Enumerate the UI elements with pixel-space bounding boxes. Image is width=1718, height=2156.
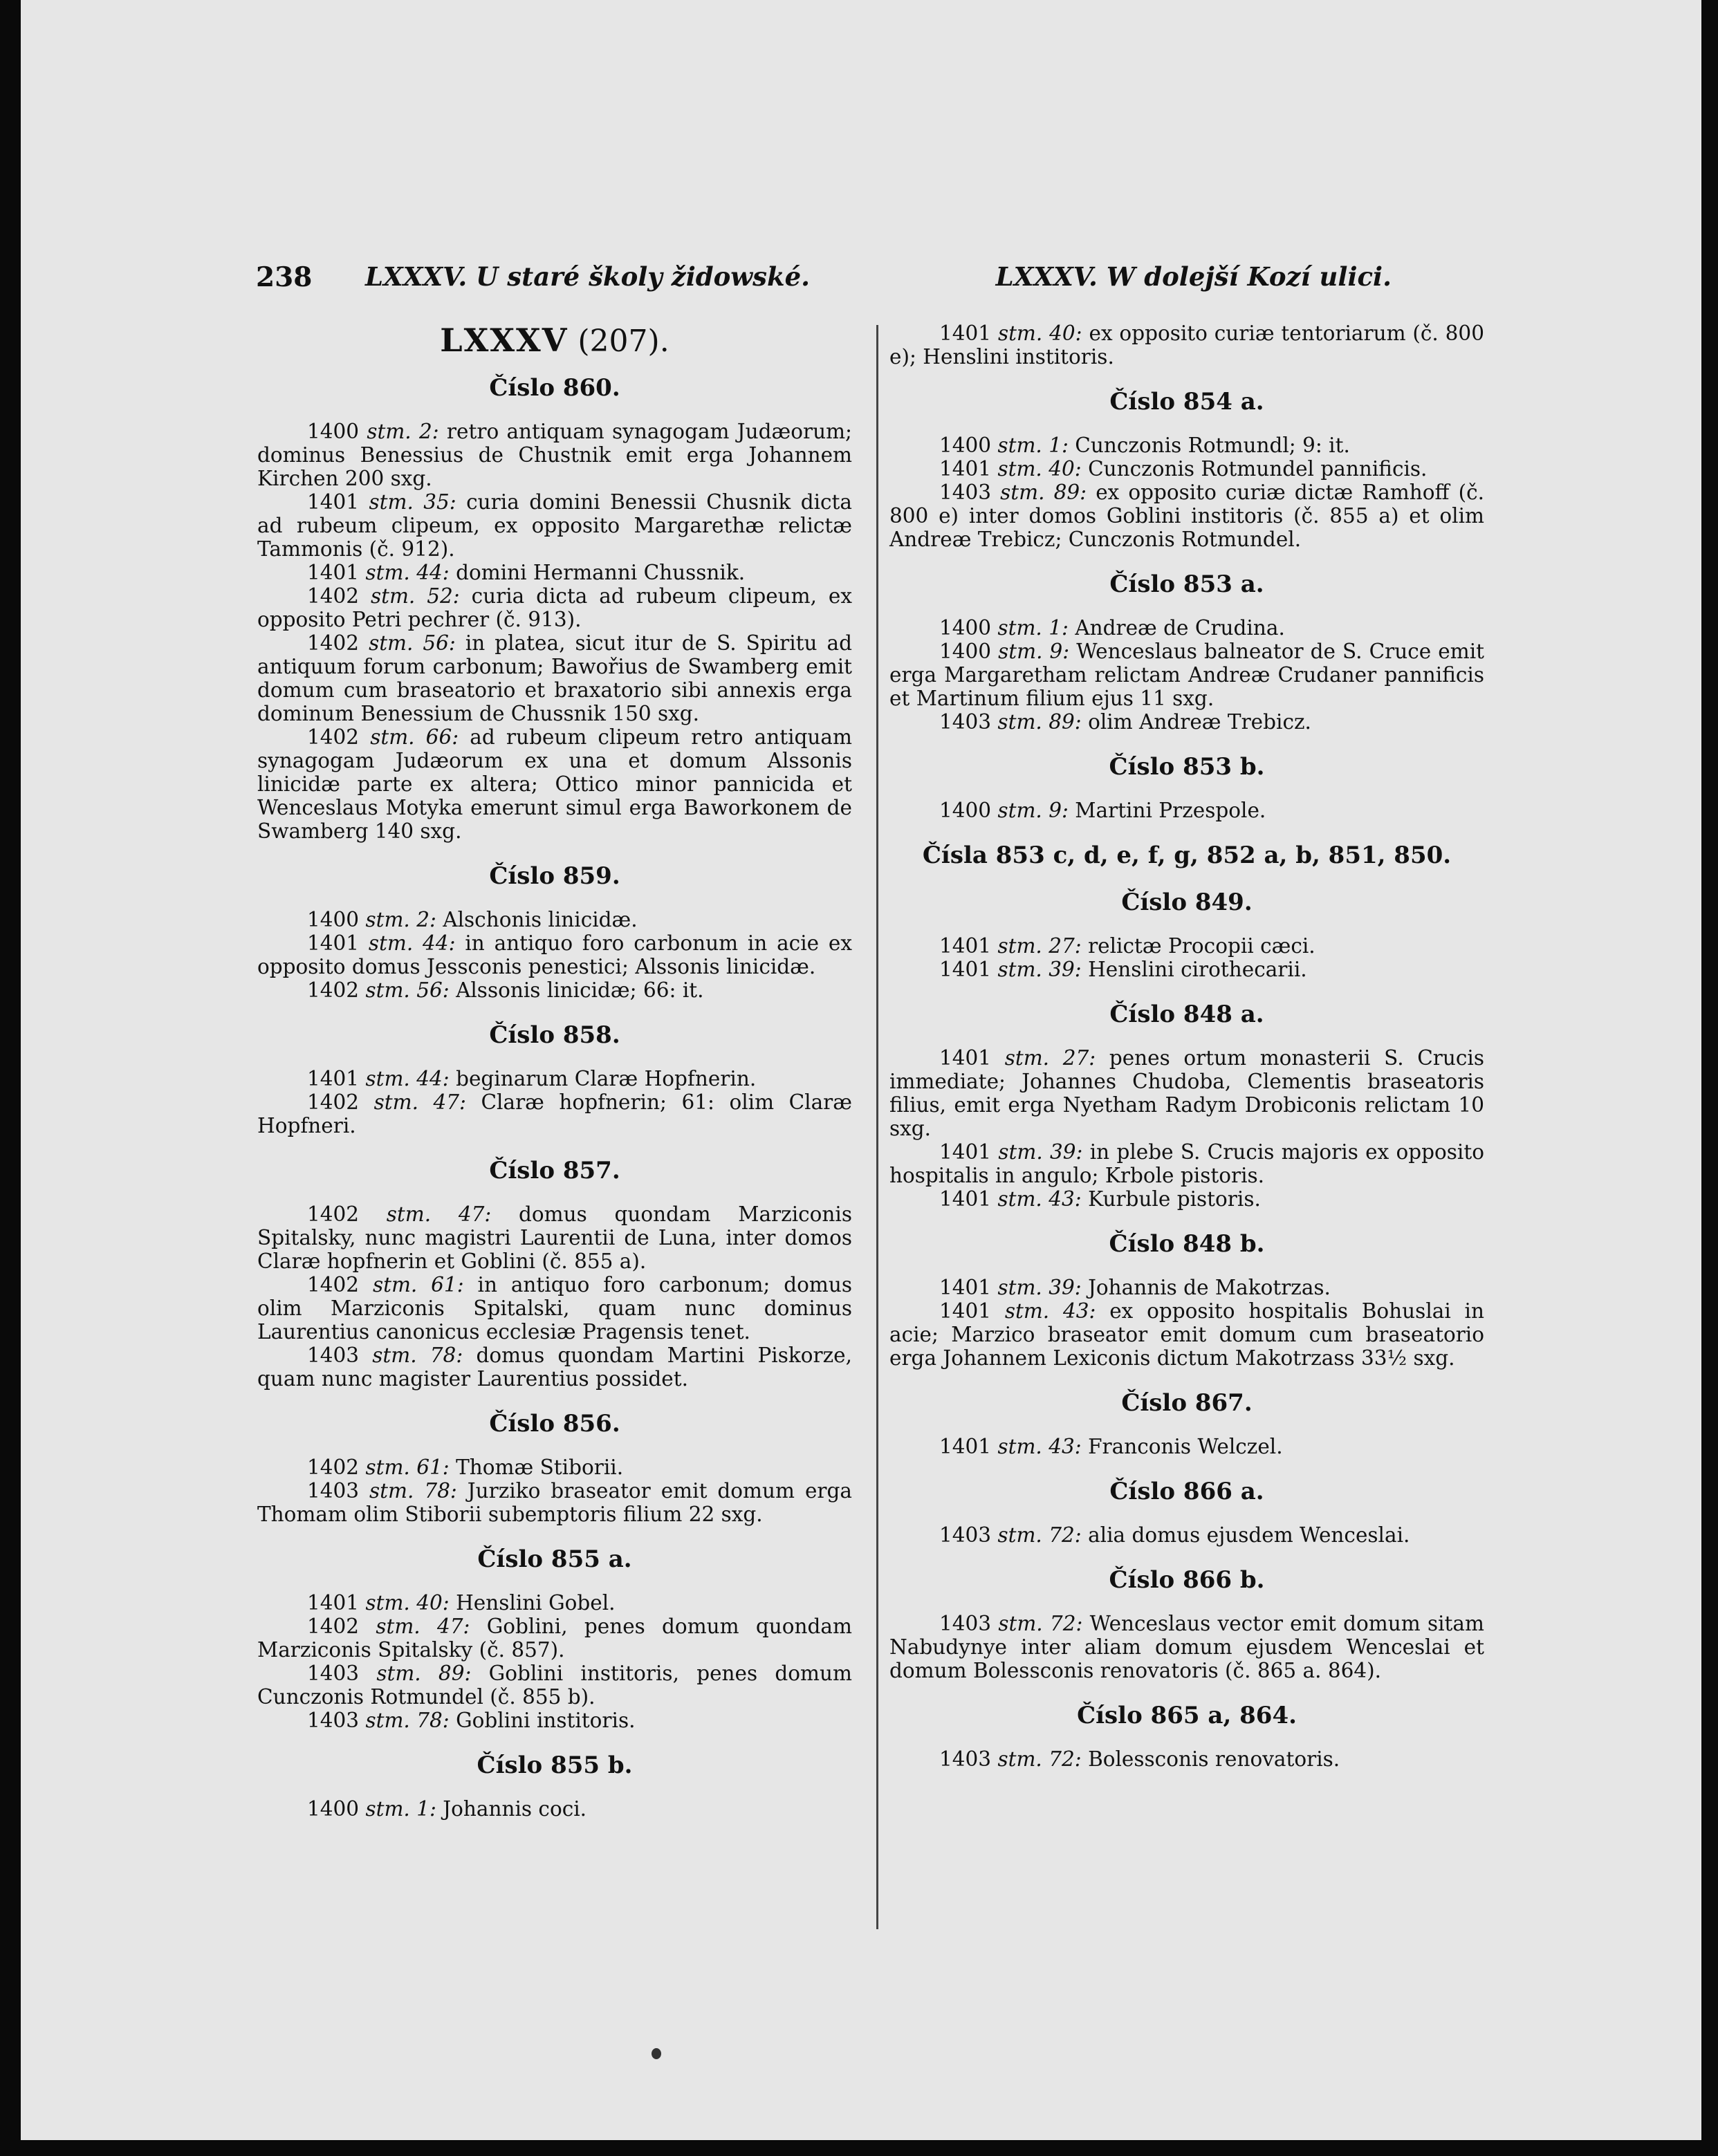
section xyxy=(257,1545,852,1732)
entry-stm: stm. 56: xyxy=(365,978,450,1002)
entry-year: 1402 xyxy=(307,725,360,749)
chapter-number: (207). xyxy=(578,324,669,359)
page-body xyxy=(237,256,1502,1929)
entry-text: Thomæ Stiborii. xyxy=(456,1456,624,1479)
entry-text: beginarum Claræ Hopfnerin. xyxy=(456,1067,757,1090)
entry-year: 1401 xyxy=(939,1187,992,1211)
entry-year: 1403 xyxy=(307,1344,360,1367)
entry-year: 1402 xyxy=(307,1273,360,1297)
entry-text: Franconis Welczel. xyxy=(1088,1435,1283,1458)
entry xyxy=(889,710,1484,734)
entry xyxy=(257,1090,852,1137)
entry xyxy=(257,908,852,931)
entry-stm: stm. 47: xyxy=(376,1615,470,1638)
entry-text: domini Hermanni Chussnik. xyxy=(456,561,746,584)
section-heading: Číslo 858. xyxy=(489,1021,620,1049)
entry-stm: stm. 72: xyxy=(997,1747,1082,1771)
entry-text: Wenceslaus vector emit domum sitam Nabudynye inter aliam domum ejusdem Wenceslai et domum Bolessconis renovatoris (č. 865 a. 864). xyxy=(889,1612,1484,1682)
entry-stm: stm. 52: xyxy=(370,584,460,608)
section-heading: Číslo 859. xyxy=(489,862,620,890)
entry-year: 1402 xyxy=(307,1615,360,1638)
section xyxy=(257,374,852,843)
entry xyxy=(257,1797,852,1821)
entry xyxy=(889,322,1484,369)
entry-stm: stm. 27: xyxy=(997,934,1082,958)
section-heading: Číslo 866 a. xyxy=(1109,1478,1264,1505)
entry-year: 1401 xyxy=(939,934,992,958)
entry-text: Jurziko braseator emit domum erga Thomam olim Stiborii subemptoris filium 22 sxg. xyxy=(257,1479,852,1526)
chapter-label: LXXXV xyxy=(440,322,569,359)
entry-year: 1401 xyxy=(307,1067,360,1090)
entry xyxy=(889,1523,1484,1547)
entry xyxy=(889,934,1484,958)
entry-text: in platea, sicut itur de S. Spiritu ad antiquum forum carbonum; Bawořius de Swamberg emit domum cum braseatorio et braxatorio sibi annexis erga dominum Benessium de Chussnik 150 sxg. xyxy=(257,631,852,725)
entry xyxy=(889,434,1484,457)
section-heading: Číslo 854 a. xyxy=(1109,388,1264,416)
entry-year: 1401 xyxy=(307,931,360,955)
running-title-left: LXXXV. U staré školy židowské. xyxy=(365,261,811,292)
entry-stm: stm. 40: xyxy=(997,457,1082,481)
entry-stm: stm. 89: xyxy=(1000,481,1087,504)
entry-stm: stm. 2: xyxy=(365,908,436,931)
entry-year: 1401 xyxy=(939,1276,992,1299)
entry-year: 1402 xyxy=(307,978,360,1002)
entry-stm: stm. 72: xyxy=(998,1612,1083,1635)
section xyxy=(889,889,1484,981)
entry-text: Martini Przespole. xyxy=(1075,799,1266,822)
entry-stm: stm. 40: xyxy=(997,322,1082,345)
entry-stm: stm. 43: xyxy=(997,1187,1082,1211)
entry-text: ad rubeum clipeum retro antiquam synagogam Judæorum ex una et domum Alssonis linicidæ parte ex altera; Ottico minor pannicida et Wenceslaus Motyka emerunt simul erga Baworkonem de Swamberg 140 sxg. xyxy=(257,725,852,843)
entry-year: 1400 xyxy=(939,799,992,822)
entry-text: penes ortum monasterii S. Crucis immediate; Johannes Chudoba, Clementis braseatoris filius, emit erga Nyetham Radym Drobiconis relictam 10 sxg. xyxy=(889,1046,1484,1140)
section-heading: Číslo 855 b. xyxy=(477,1751,633,1779)
entry xyxy=(257,561,852,584)
entry xyxy=(889,1612,1484,1682)
entry-stm: stm. 9: xyxy=(997,799,1069,822)
section-heading: Číslo 856. xyxy=(489,1410,620,1438)
section xyxy=(889,1566,1484,1682)
entry xyxy=(257,1615,852,1662)
entry-year: 1403 xyxy=(939,1612,992,1635)
entry-stm: stm. 47: xyxy=(386,1202,492,1226)
section-heading: Číslo 848 a. xyxy=(1109,1001,1264,1028)
entry-year: 1400 xyxy=(939,616,992,640)
entry-stm: stm. 47: xyxy=(373,1090,466,1114)
section-heading: Čísla 853 c, d, e, f, g, 852 a, b, 851, 850. xyxy=(922,842,1452,869)
entry xyxy=(257,1456,852,1479)
entry xyxy=(889,457,1484,481)
entry xyxy=(889,958,1484,981)
entry-year: 1403 xyxy=(939,710,992,734)
entry-text: relictæ Procopii cæci. xyxy=(1088,934,1315,958)
entry-stm: stm. 43: xyxy=(997,1435,1082,1458)
running-title-right: LXXXV. W dolejší Kozí ulici. xyxy=(995,261,1392,292)
entry xyxy=(257,931,852,978)
ink-spot xyxy=(652,2048,661,2059)
entry xyxy=(889,1435,1484,1458)
entry-stm: stm. 43: xyxy=(1004,1299,1096,1323)
entry-text: alia domus ejusdem Wenceslai. xyxy=(1088,1523,1410,1547)
entry xyxy=(889,1747,1484,1771)
entry-stm: stm. 78: xyxy=(369,1479,457,1503)
entry xyxy=(257,1202,852,1273)
entry-stm: stm. 35: xyxy=(369,490,456,514)
entry-stm: stm. 61: xyxy=(365,1456,450,1479)
left-column xyxy=(257,322,852,1840)
entry xyxy=(257,1344,852,1391)
entry-stm: stm. 44: xyxy=(365,1067,450,1090)
entry-stm: stm. 44: xyxy=(368,931,456,955)
entry xyxy=(257,1591,852,1615)
entry-year: 1402 xyxy=(307,1202,360,1226)
entry-stm: stm. 78: xyxy=(365,1709,450,1732)
entry-text: in antiquo foro carbonum; domus olim Marziconis Spitalski, quam nunc dominus Laurentius canonicus ecclesiæ Pragensis tenet. xyxy=(257,1273,852,1344)
entry xyxy=(257,631,852,725)
section xyxy=(257,1751,852,1821)
section-heading: Číslo 865 a, 864. xyxy=(1077,1702,1297,1729)
entry xyxy=(257,1479,852,1526)
entry-stm: stm. 27: xyxy=(1004,1046,1096,1070)
entry-text: ex opposito curiæ dictæ Ramhoff (č. 800 e) inter domos Goblini institoris (č. 855 a) et olim Andreæ Trebicz; Cunczonis Rotmundel. xyxy=(889,481,1484,551)
entry xyxy=(257,420,852,490)
entry-stm: stm. 66: xyxy=(370,725,459,749)
entry-stm: stm. 1: xyxy=(997,434,1069,457)
entry-text: retro antiquam synagogam Judæorum; dominus Benessius de Chustnik emit erga Johannem Kirchen 200 sxg. xyxy=(257,420,852,490)
entry-text: curia domini Benessii Chusnik dicta ad rubeum clipeum, ex opposito Margarethæ relictæ Tammonis (č. 912). xyxy=(257,490,852,561)
entry-stm: stm. 89: xyxy=(376,1662,472,1685)
entry-text: Johannis coci. xyxy=(443,1797,587,1821)
section xyxy=(257,1021,852,1137)
entry-stm: stm. 40: xyxy=(365,1591,450,1615)
section xyxy=(889,842,1484,869)
entry-text: Kurbule pistoris. xyxy=(1088,1187,1261,1211)
section xyxy=(257,1410,852,1526)
entry-year: 1402 xyxy=(307,584,360,608)
entry-stm: stm. 1: xyxy=(365,1797,436,1821)
entry xyxy=(889,1299,1484,1370)
entry xyxy=(257,1709,852,1732)
entry xyxy=(889,616,1484,640)
entry-stm: stm. 39: xyxy=(997,958,1082,981)
entry-stm: stm. 78: xyxy=(372,1344,463,1367)
right-sections xyxy=(889,322,1484,1771)
entry-text: curia dicta ad rubeum clipeum, ex opposito Petri pechrer (č. 913). xyxy=(257,584,852,631)
entry xyxy=(889,481,1484,551)
entry-year: 1403 xyxy=(939,481,992,504)
entry-text: Henslini cirothecarii. xyxy=(1088,958,1307,981)
column-rule xyxy=(876,325,878,1929)
section xyxy=(889,388,1484,551)
right-column xyxy=(889,322,1484,1790)
entry xyxy=(257,1273,852,1344)
section xyxy=(889,322,1484,369)
entry-text: domus quondam Martini Piskorze, quam nunc magister Laurentius possidet. xyxy=(257,1344,852,1391)
entry xyxy=(889,1140,1484,1187)
chapter-title xyxy=(257,322,852,360)
entry-year: 1401 xyxy=(939,1435,992,1458)
entry-stm: stm. 61: xyxy=(372,1273,464,1297)
section-heading: Číslo 855 a. xyxy=(477,1545,632,1573)
entry-text: ex opposito curiæ tentoriarum (č. 800 e); Henslini institoris. xyxy=(889,322,1484,369)
entry xyxy=(257,1067,852,1090)
section xyxy=(889,1230,1484,1370)
section-heading: Číslo 867. xyxy=(1121,1389,1253,1417)
entry xyxy=(889,1046,1484,1140)
entry-year: 1402 xyxy=(307,631,360,655)
entry-year: 1400 xyxy=(307,1797,360,1821)
section xyxy=(257,862,852,1002)
entry-text: Goblini institoris, penes domum Cunczonis Rotmundel (č. 855 b). xyxy=(257,1662,852,1709)
entry-text: Alschonis linicidæ. xyxy=(443,908,638,931)
entry-year: 1402 xyxy=(307,1090,360,1114)
entry xyxy=(889,1276,1484,1299)
entry-year: 1401 xyxy=(939,1299,992,1323)
entry-year: 1402 xyxy=(307,1456,360,1479)
entry-text: Cunczonis Rotmundl; 9: it. xyxy=(1075,434,1350,457)
section-heading: Číslo 853 b. xyxy=(1109,753,1265,781)
entry xyxy=(257,725,852,843)
entry-year: 1400 xyxy=(307,420,360,443)
section-heading: Číslo 848 b. xyxy=(1109,1230,1265,1258)
section-heading: Číslo 853 a. xyxy=(1109,570,1264,598)
entry xyxy=(257,584,852,631)
entry-year: 1400 xyxy=(939,434,992,457)
entry-text: Cunczonis Rotmundel pannificis. xyxy=(1088,457,1428,481)
entry-stm: stm. 1: xyxy=(997,616,1069,640)
entry-year: 1401 xyxy=(939,1140,992,1164)
section xyxy=(889,570,1484,734)
entry-stm: stm. 39: xyxy=(998,1140,1083,1164)
entry-stm: stm. 89: xyxy=(997,710,1082,734)
entry-year: 1401 xyxy=(307,561,360,584)
entry-year: 1401 xyxy=(939,1046,992,1070)
entry-year: 1403 xyxy=(307,1662,360,1685)
entry-year: 1403 xyxy=(307,1709,360,1732)
section-heading: Číslo 866 b. xyxy=(1109,1566,1265,1594)
entry-year: 1401 xyxy=(939,457,992,481)
entry-stm: stm. 44: xyxy=(365,561,450,584)
entry-text: Goblini institoris. xyxy=(456,1709,636,1732)
section xyxy=(889,1389,1484,1458)
entry-stm: stm. 72: xyxy=(997,1523,1082,1547)
entry xyxy=(257,490,852,561)
entry-text: in antiquo foro carbonum in acie ex opposito domus Jessconis penestici; Alssonis linicidæ. xyxy=(257,931,852,978)
entry-text: olim Andreæ Trebicz. xyxy=(1088,710,1311,734)
scanned-page xyxy=(21,0,1701,2140)
entry-text: Alssonis linicidæ; 66: it. xyxy=(456,978,704,1002)
entry-stm: stm. 2: xyxy=(367,420,439,443)
entry-year: 1400 xyxy=(939,640,992,663)
entry-text: domus quondam Marziconis Spitalsky, nunc magistri Laurentii de Luna, inter domos Claræ hopfnerin et Goblini (č. 855 a). xyxy=(257,1202,852,1273)
entry-text: ex opposito hospitalis Bohuslai in acie; Marzico braseator emit domum cum braseatorio erga Johannem Lexiconis dictum Makotrzass 33½ sxg. xyxy=(889,1299,1484,1370)
entry xyxy=(889,799,1484,822)
entry-year: 1401 xyxy=(939,322,992,345)
section xyxy=(889,1702,1484,1771)
entry-year: 1403 xyxy=(939,1523,992,1547)
section-heading: Číslo 849. xyxy=(1121,889,1253,916)
page-number: 238 xyxy=(256,261,313,293)
entry-text: Henslini Gobel. xyxy=(456,1591,616,1615)
section xyxy=(889,1478,1484,1547)
entry xyxy=(257,1662,852,1709)
entry-year: 1401 xyxy=(307,1591,360,1615)
entry-text: Goblini, penes domum quondam Marziconis Spitalsky (č. 857). xyxy=(257,1615,852,1662)
entry xyxy=(889,1187,1484,1211)
section-heading: Číslo 860. xyxy=(489,374,620,402)
entry-year: 1403 xyxy=(939,1747,992,1771)
section xyxy=(889,1001,1484,1211)
entry-year: 1401 xyxy=(307,490,360,514)
entry xyxy=(889,640,1484,710)
entry-text: Andreæ de Crudina. xyxy=(1075,616,1285,640)
entry-text: in plebe S. Crucis majoris ex opposito hospitalis in angulo; Krbole pistoris. xyxy=(889,1140,1484,1187)
entry-text: Bolessconis renovatoris. xyxy=(1088,1747,1340,1771)
entry-year: 1401 xyxy=(939,958,992,981)
entry-stm: stm. 9: xyxy=(998,640,1070,663)
entry-year: 1403 xyxy=(307,1479,360,1503)
entry-year: 1400 xyxy=(307,908,360,931)
entry-text: Wenceslaus balneator de S. Cruce emit erga Margaretham relictam Andreæ Crudaner pannificis et Martinum filium ejus 11 sxg. xyxy=(889,640,1484,710)
entry-text: Johannis de Makotrzas. xyxy=(1088,1276,1331,1299)
running-head xyxy=(256,256,1502,297)
entry-stm: stm. 56: xyxy=(369,631,456,655)
entry xyxy=(257,978,852,1002)
entry-stm: stm. 39: xyxy=(997,1276,1082,1299)
section-heading: Číslo 857. xyxy=(489,1157,620,1184)
section xyxy=(257,1157,852,1391)
left-sections xyxy=(257,374,852,1821)
section xyxy=(889,753,1484,822)
entry-text: Claræ hopfnerin; 61: olim Claræ Hopfneri. xyxy=(257,1090,852,1137)
